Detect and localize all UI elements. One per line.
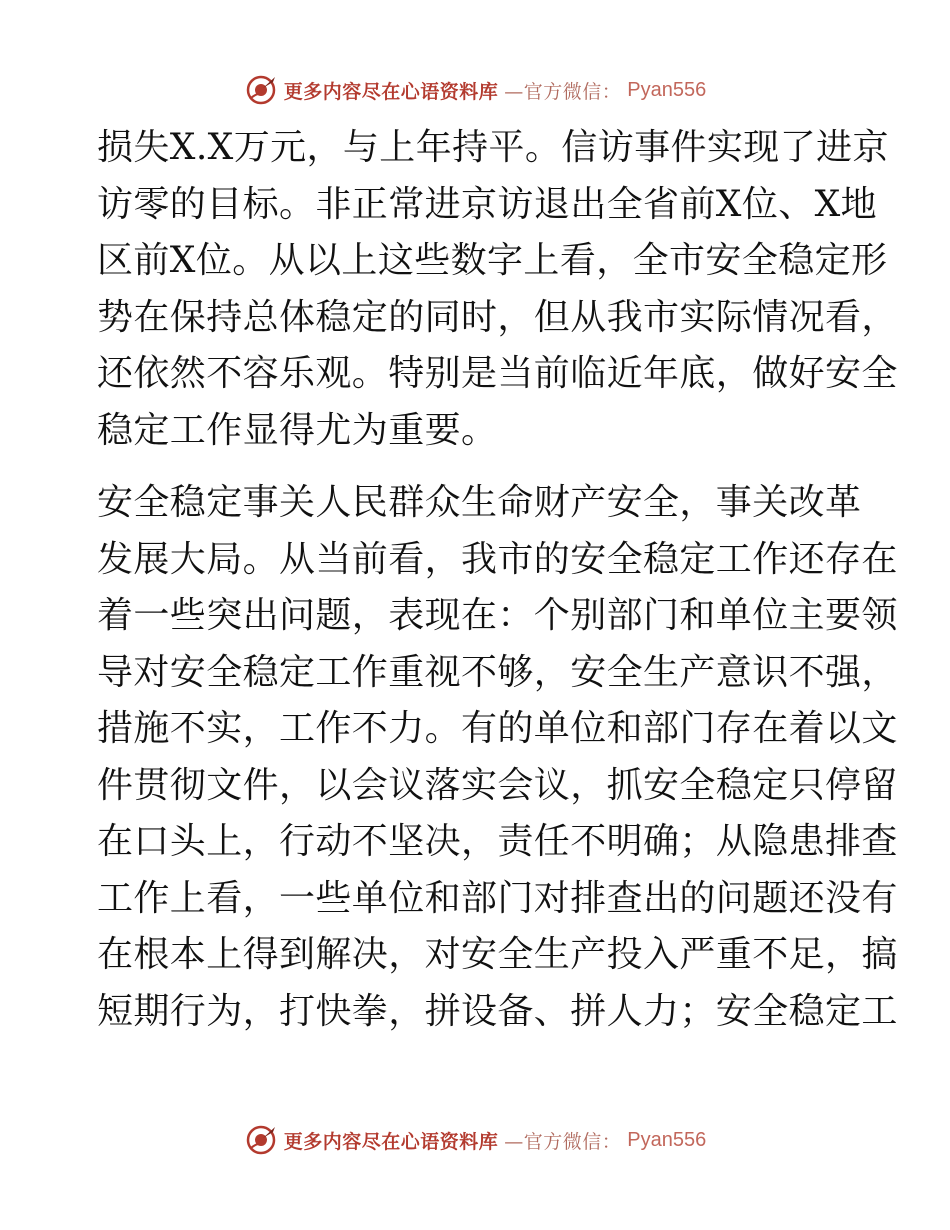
brand-logo-icon xyxy=(244,1123,278,1157)
text-line: 件贯彻文件，以会议落实会议，抓安全稳定只停留 xyxy=(97,764,898,806)
text-line: 势在保持总体稳定的同时，但从我市实际情况看， xyxy=(97,296,898,338)
text-line: 损失X.X万元，与上年持平。信访事件实现了进京 xyxy=(97,127,889,168)
wechat-id: Pyan556 xyxy=(627,1128,707,1151)
text-line: 区前X位。从以上这些数字上看，全市安全稳定形 xyxy=(97,240,888,281)
text-line: 在口头上，行动不坚决，责任不明确；从隐患排查 xyxy=(97,821,898,862)
wechat-label: —官方微信： xyxy=(504,80,622,103)
paragraph-2 xyxy=(97,475,898,1040)
document-body xyxy=(97,120,898,1040)
text-line: 发展大局。从当前看，我市的安全稳定工作还存在 xyxy=(97,538,898,580)
text-line: 安全稳定事关人民群众生命财产安全，事关改革 xyxy=(97,482,862,523)
text-line: 措施不实，工作不力。有的单位和部门存在着以文 xyxy=(97,708,898,749)
text-line: 导对安全稳定工作重视不够，安全生产意识不强， xyxy=(97,651,898,693)
wechat-label: —官方微信： xyxy=(504,1130,622,1153)
footer-banner xyxy=(0,1120,950,1160)
text-line: 工作上看，一些单位和部门对排查出的问题还没有 xyxy=(97,877,898,919)
brand-logo-icon xyxy=(244,73,278,107)
text-line: 短期行为，打快拳，拼设备、拼人力；安全稳定工 xyxy=(97,990,898,1032)
text-line: 在根本上得到解决，对安全生产投入严重不足，搞 xyxy=(97,934,898,975)
promo-text: 更多内容尽在心语资料库 xyxy=(283,80,499,103)
paragraph-1 xyxy=(97,120,898,459)
text-line: 访零的目标。非正常进京访退出全省前X位、X地 xyxy=(97,183,878,225)
text-line: 还依然不容乐观。特别是当前临近年底，做好安全 xyxy=(97,353,898,394)
wechat-id: Pyan556 xyxy=(627,78,707,101)
text-line: 稳定工作显得尤为重要。 xyxy=(97,409,498,451)
header-banner xyxy=(0,70,950,110)
promo-text: 更多内容尽在心语资料库 xyxy=(283,1130,499,1153)
text-line: 着一些突出问题，表现在：个别部门和单位主要领 xyxy=(97,595,898,636)
